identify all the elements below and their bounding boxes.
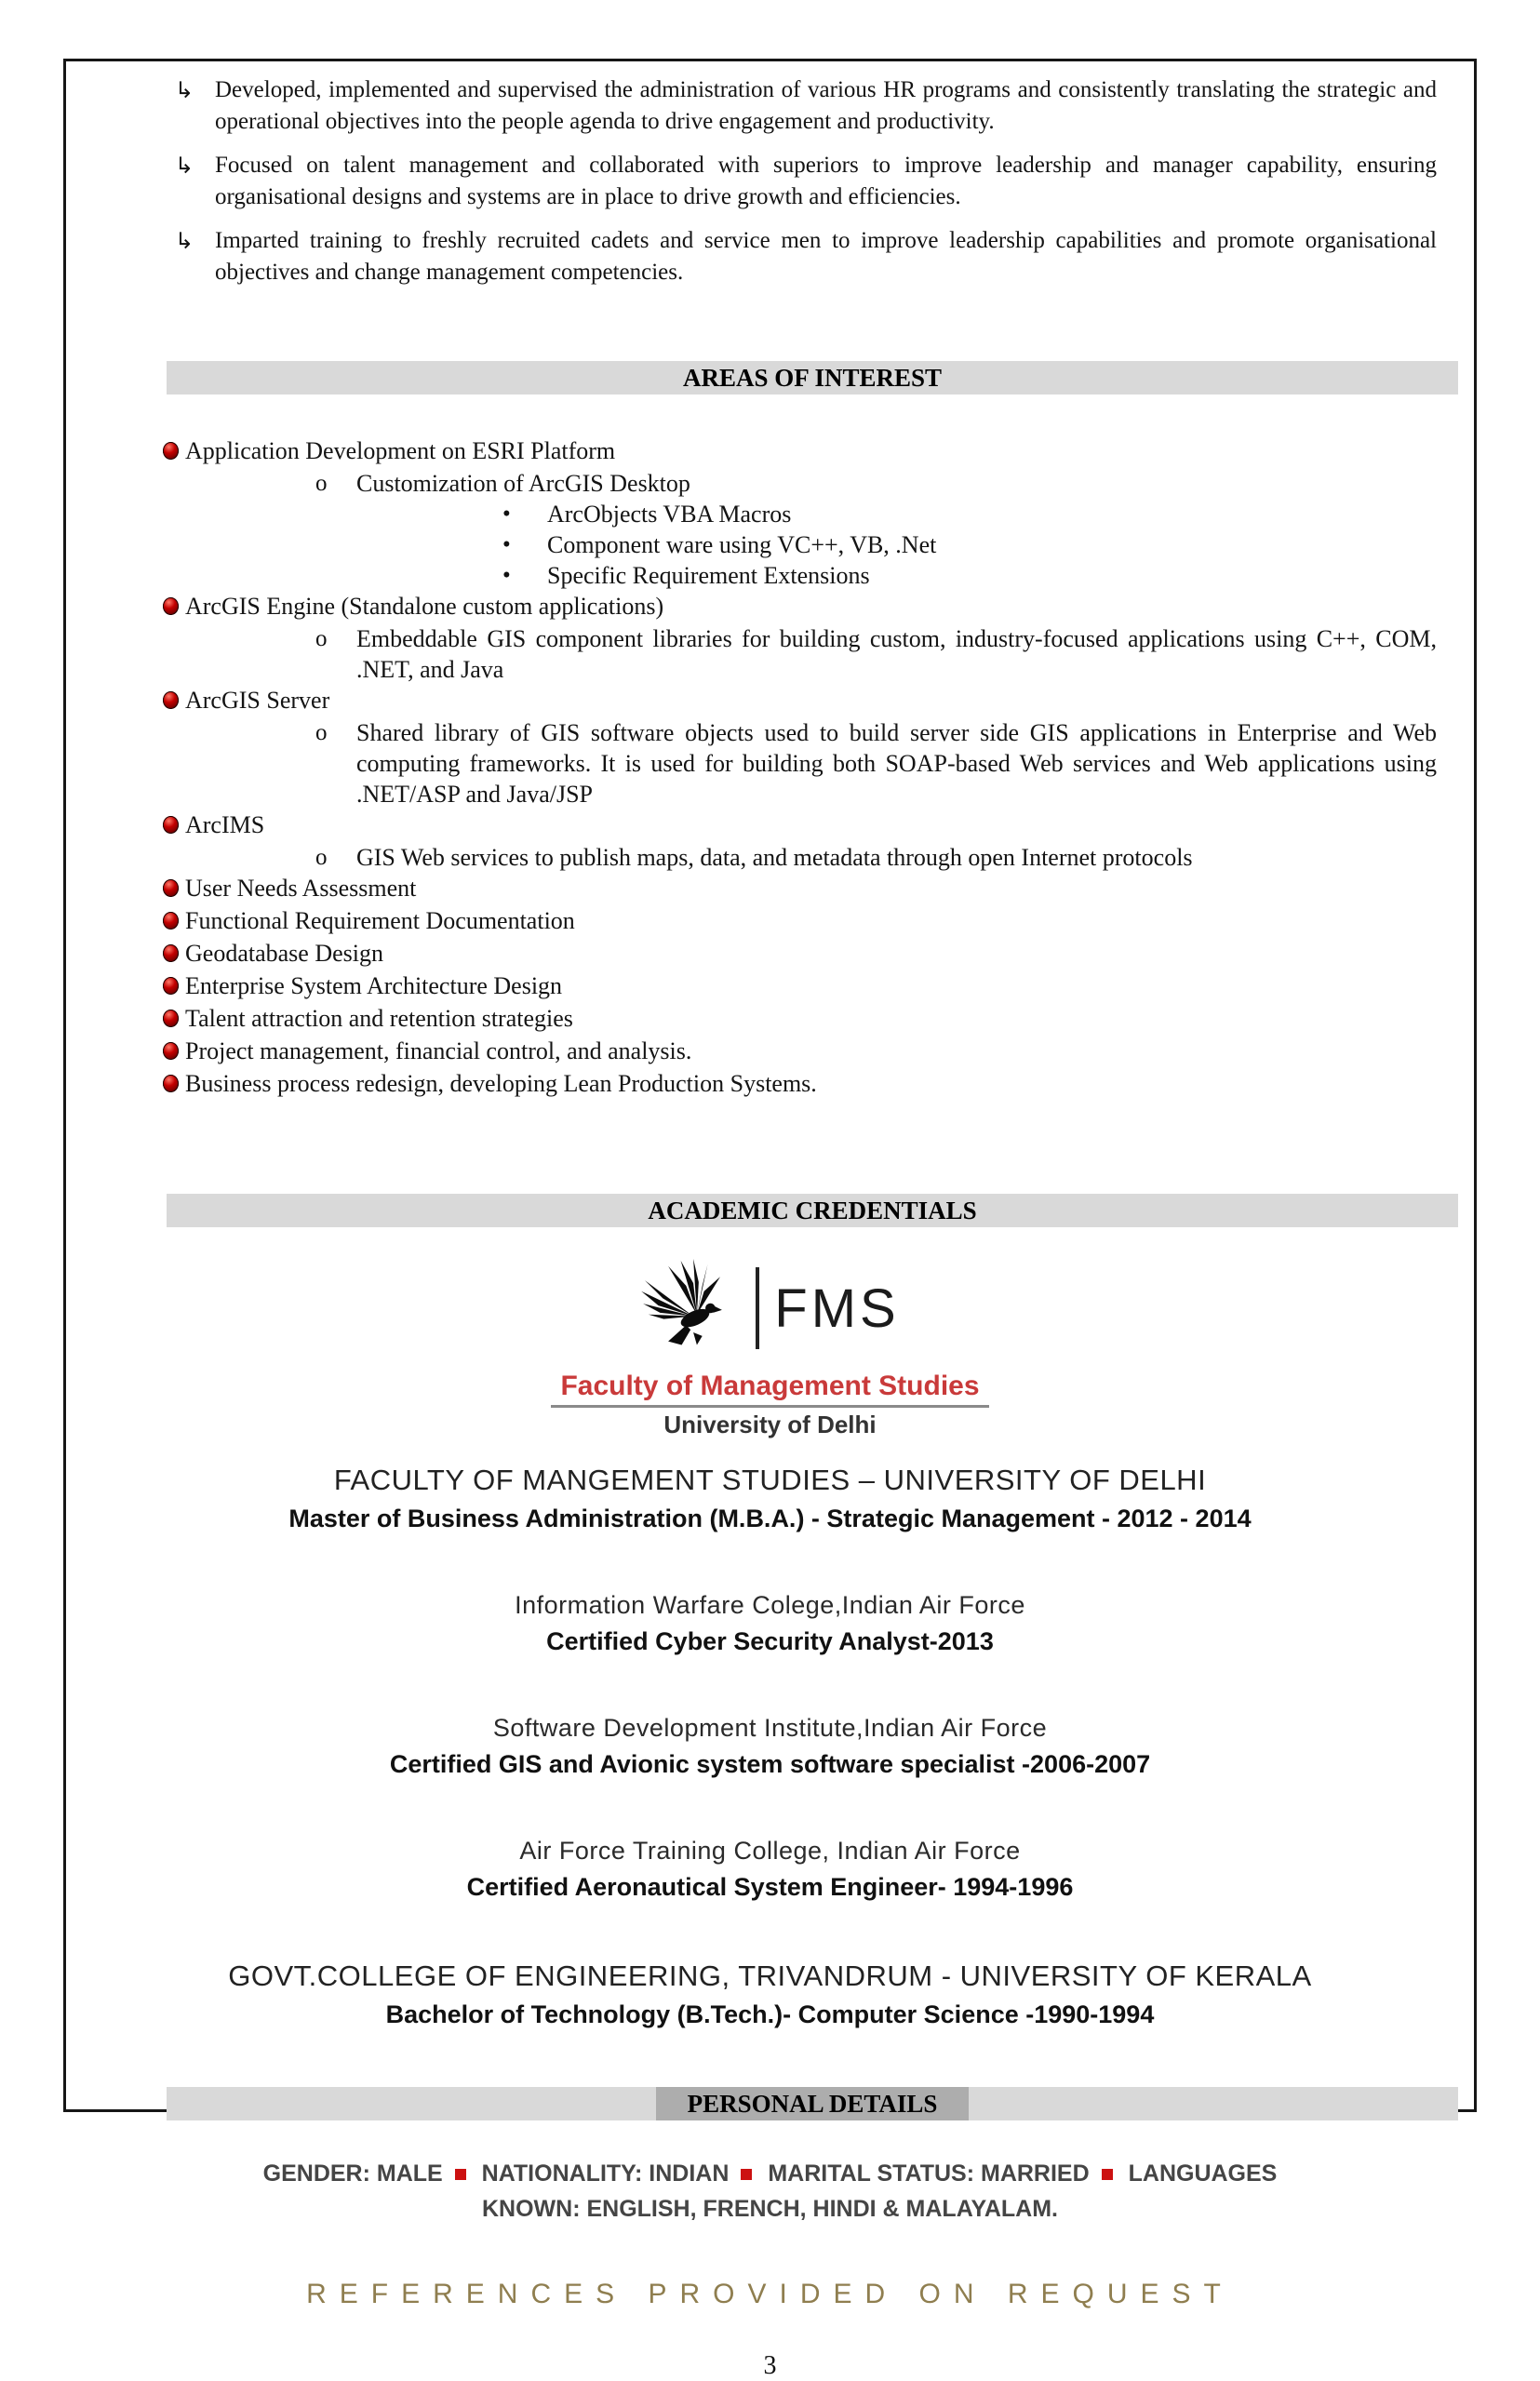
red-square-separator-icon <box>1102 2169 1113 2180</box>
area-item-label: ArcGIS Server <box>185 687 330 714</box>
area-item-label: Shared library of GIS software objects used to build server side GIS applications in Enterprise and Web computing frameworks. It is used for building both SOAP-based Web services and Web applications using .NET/ASP and Java/JSP <box>356 719 1437 808</box>
bullet-icon <box>163 435 185 468</box>
experience-bullet-text: Developed, implemented and supervised the administration of various HR programs and consistently translating the strategic and operational objectives into the people agenda to drive engagement and productivity. <box>215 77 1437 134</box>
area-item-label: Component ware using VC++, VB, .Net <box>547 531 937 558</box>
education-entries <box>66 1464 1474 2029</box>
area-item-label: Business process redesign, developing Lean Production Systems. <box>185 1070 817 1097</box>
red-square-separator-icon <box>741 2169 752 2180</box>
bullet-icon: • <box>502 532 511 557</box>
institution-name: Information Warfare Colege,Indian Air Force <box>515 1591 1025 1619</box>
bullet-icon <box>163 970 185 1003</box>
section-title: ACADEMIC CREDENTIALS <box>648 1197 977 1224</box>
list-item <box>66 499 1474 529</box>
fms-logo-row <box>66 1259 1474 1358</box>
references-note: REFERENCES PROVIDED ON REQUEST <box>306 2279 1234 2309</box>
degree-title: Certified GIS and Avionic system software specialist -2006-2007 <box>389 1750 1151 1778</box>
experience-bullet-item <box>175 225 1437 288</box>
section-header-areas-of-interest <box>167 361 1458 395</box>
bullet-icon <box>163 1003 185 1036</box>
fms-logo <box>66 1259 1474 1439</box>
bullet-icon <box>163 1068 185 1101</box>
areas-of-interest-list <box>66 435 1474 1101</box>
bullet-icon <box>163 938 185 970</box>
education-entry <box>66 1960 1474 2029</box>
hook-arrow-bullet-icon: ↳ <box>175 77 194 103</box>
list-item <box>66 529 1474 560</box>
degree-title: Master of Business Administration (M.B.A.) - Strategic Management - 2012 - 2014 <box>288 1505 1252 1532</box>
institution-name: Air Force Training College, Indian Air Force <box>519 1837 1021 1865</box>
list-item <box>66 1068 1474 1101</box>
list-item <box>66 435 1474 468</box>
bullet-icon <box>163 873 185 905</box>
area-item-label: Geodatabase Design <box>185 940 383 967</box>
degree-title: Certified Aeronautical System Engineer- 1994-1996 <box>466 1873 1074 1901</box>
bullet-icon: o <box>315 471 328 496</box>
area-item-label: Application Development on ESRI Platform <box>185 437 616 464</box>
page-number: 3 <box>763 2351 777 2380</box>
education-entry <box>66 1464 1474 1533</box>
area-item-label: Specific Requirement Extensions <box>547 562 870 589</box>
area-item-label: Customization of ArcGIS Desktop <box>356 470 690 497</box>
list-item <box>66 905 1474 938</box>
personal-detail-text: LANGUAGES KNOWN: ENGLISH, FRENCH, HINDI & MALAYALAM. <box>482 2160 1278 2222</box>
logo-divider <box>756 1267 759 1349</box>
list-item <box>66 1036 1474 1068</box>
area-item-label: ArcGIS Engine (Standalone custom applications) <box>185 593 664 620</box>
bullet-icon <box>163 591 185 623</box>
personal-detail-text: GENDER: MALE <box>262 2160 443 2187</box>
personal-details-line <box>224 2156 1316 2227</box>
experience-bullet-text: Imparted training to freshly recruited cadets and service men to improve leadership capabilities and promote organisational objectives and change management competencies. <box>215 228 1437 285</box>
bullet-icon: • <box>502 563 511 588</box>
section-title-highlight: PERSONAL DETAILS <box>656 2087 970 2120</box>
logo-university-name: University of Delhi <box>663 1411 877 1438</box>
logo-monogram: FMS <box>774 1277 900 1339</box>
section-title: AREAS OF INTEREST <box>682 364 943 392</box>
list-item <box>66 717 1474 809</box>
education-entry <box>66 1591 1474 1656</box>
area-item-label: Embeddable GIS component libraries for building custom, industry-focused applications using C++, COM, .NET, and Java <box>356 625 1437 683</box>
bullet-icon: o <box>315 626 328 651</box>
section-header-personal-details <box>167 2087 1458 2120</box>
bullet-icon: • <box>502 502 511 527</box>
experience-bullet-item <box>175 150 1437 213</box>
bullet-icon <box>163 809 185 842</box>
bullet-icon <box>163 905 185 938</box>
bullet-icon: o <box>315 845 328 870</box>
bullet-icon <box>163 1036 185 1068</box>
red-square-separator-icon <box>455 2169 466 2180</box>
list-item <box>66 938 1474 970</box>
list-item <box>66 591 1474 623</box>
area-item-label: Functional Requirement Documentation <box>185 907 575 934</box>
list-item <box>66 970 1474 1003</box>
page-border <box>63 59 1477 2380</box>
hook-arrow-bullet-icon: ↳ <box>175 228 194 254</box>
personal-detail-segment <box>768 2160 1128 2187</box>
area-item-label: Talent attraction and retention strategies <box>185 1005 573 1032</box>
experience-bullet-text: Focused on talent management and collaborated with superiors to improve leadership and manager capability, ensuring organisational designs and systems are in place to drive growth and efficiencies. <box>215 153 1437 209</box>
institution-name: Software Development Institute,Indian Air Force <box>492 1714 1048 1742</box>
area-item-label: Project management, financial control, and analysis. <box>185 1037 692 1064</box>
list-item <box>66 1003 1474 1036</box>
personal-detail-segment <box>263 2160 482 2187</box>
area-item-label: ArcObjects VBA Macros <box>547 501 792 528</box>
area-item-label: GIS Web services to publish maps, data, and metadata through open Internet protocols <box>356 844 1193 871</box>
area-item-label: Enterprise System Architecture Design <box>185 972 563 999</box>
personal-detail-text: NATIONALITY: INDIAN <box>481 2160 730 2187</box>
area-item-label: User Needs Assessment <box>185 875 417 902</box>
degree-title: Certified Cyber Security Analyst-2013 <box>546 1627 994 1655</box>
institution-name: GOVT.COLLEGE OF ENGINEERING, TRIVANDRUM - UNIVERSITY OF KERALA <box>228 1960 1312 1992</box>
experience-bullet-item <box>175 74 1437 138</box>
bullet-icon <box>163 685 185 717</box>
list-item <box>66 623 1474 685</box>
personal-detail-segment <box>482 2160 769 2187</box>
experience-bullet-list <box>175 74 1437 288</box>
eagle-icon <box>640 1259 750 1358</box>
institution-name: FACULTY OF MANGEMENT STUDIES – UNIVERSITY OF DELHI <box>333 1464 1207 1496</box>
logo-faculty-name: Faculty of Management Studies <box>551 1371 988 1408</box>
list-item <box>66 560 1474 591</box>
bullet-icon: o <box>315 720 328 745</box>
list-item <box>66 842 1474 873</box>
degree-title: Bachelor of Technology (B.Tech.)- Computer Science -1990-1994 <box>385 2000 1155 2028</box>
section-header-academic-credentials <box>167 1194 1458 1227</box>
list-item <box>66 873 1474 905</box>
list-item <box>66 685 1474 717</box>
education-entry <box>66 1714 1474 1779</box>
list-item <box>66 809 1474 842</box>
hook-arrow-bullet-icon: ↳ <box>175 153 194 179</box>
education-entry <box>66 1837 1474 1902</box>
personal-detail-text: MARITAL STATUS: MARRIED <box>768 2160 1090 2187</box>
area-item-label: ArcIMS <box>185 811 265 838</box>
list-item <box>66 468 1474 499</box>
